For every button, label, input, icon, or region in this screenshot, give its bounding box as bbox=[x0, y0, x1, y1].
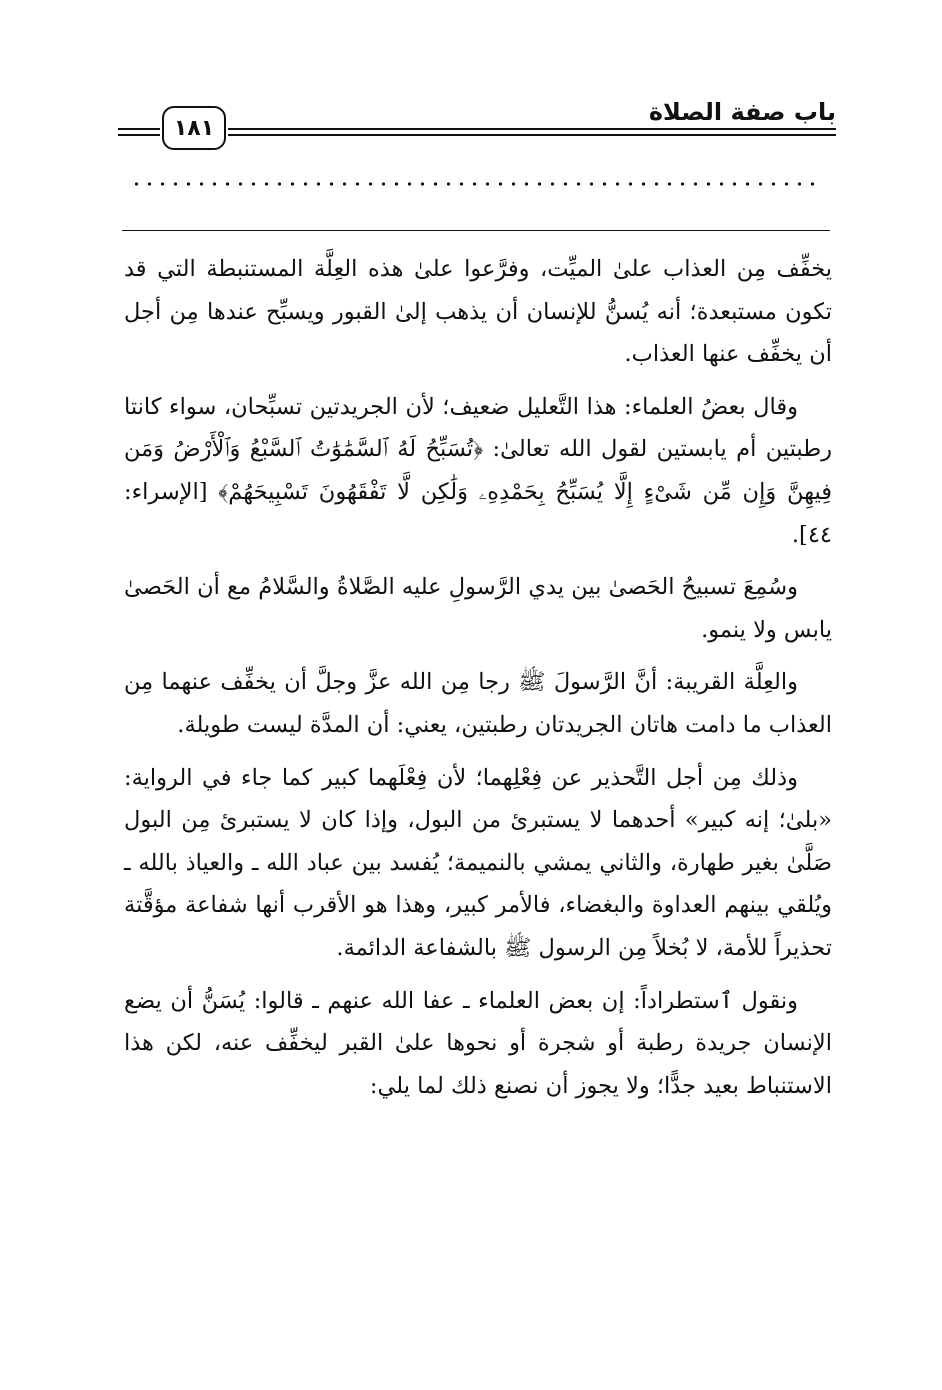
dotted-divider bbox=[130, 178, 820, 190]
body-text bbox=[124, 248, 832, 1117]
header-rule bbox=[118, 128, 160, 130]
running-title: باب صفة الصلاة bbox=[648, 98, 836, 126]
paragraph: وقال بعضُ العلماء: هذا التَّعليل ضعيف؛ لأن الجريدتين تسبِّحان، سواء كانتا رطبتين أم يابستين لقول الله تعالىٰ: ﴿تُسَبِّحُ لَهُ ٱلسَّمَٰوَٰتُ ٱلسَّبْعُ وَٱلْأَرْضُ وَمَن فِيهِنَّ وَإِن مِّن شَىْءٍ إِلَّا يُسَبِّحُ بِحَمْدِهِۦ وَلَٰكِن لَّا تَفْقَهُونَ تَسْبِيحَهُمْ﴾ [الإسراء: ٤٤]. bbox=[124, 393, 832, 548]
header-rule bbox=[118, 134, 160, 136]
header-rule bbox=[228, 134, 836, 136]
text-separator bbox=[122, 230, 830, 231]
page-header bbox=[118, 96, 836, 156]
paragraph: ونقول ٱستطراداً: إن بعض العلماء ـ عفا الله عنهم ـ قالوا: يُسَنُّ أن يضع الإنسان جريدة رطبة أو شجرة أو نحوها علىٰ القبر ليخفِّف عنه، لكن هذا الاستنباط بعيد جدًّا؛ ولا يجوز أن نصنع ذلك لما يلي: bbox=[124, 987, 832, 1099]
paragraph: والعِلَّة القريبة: أنَّ الرَّسولَ ﷺ رجا مِن الله عزَّ وجلَّ أن يخفِّف عنهما مِن العذاب ما دامت هاتان الجريدتان رطبتين، يعني: أن المدَّة ليست طويلة. bbox=[124, 669, 832, 738]
paragraph: يخفِّف مِن العذاب علىٰ الميِّت، وفرَّعوا علىٰ هذه العِلَّة المستنبطة التي قد تكون مستبعدة؛ أنه يُسنُّ للإنسان أن يذهب إلىٰ القبور ويسبِّح عندها مِن أجل أن يخفِّف عنها العذاب. bbox=[124, 256, 832, 368]
paragraph: وذلك مِن أجل التَّحذير عن فِعْلِهما؛ لأن فِعْلَهما كبير كما جاء في الرواية: «بلىٰ؛ إنه كبير» أحدهما لا يستبرئ من البول، وإذا كان لا يستبرئ مِن البول صَلَّىٰ بغير طهارة، والثاني يمشي بالنميمة؛ يُفسد بين عباد الله ـ والعياذ بالله ـ ويُلقي بينهم العداوة والبغضاء، فالأمر كبير، وهذا هو الأقرب أنها شفاعة مؤقَّتة تحذيراً للأمة، لا بُخلاً مِن الرسول ﷺ بالشفاعة الدائمة. bbox=[124, 764, 832, 961]
page-number: ١٨١ bbox=[162, 106, 226, 150]
paragraph: وسُمِعَ تسبيحُ الحَصىٰ بين يدي الرَّسولِ عليه الصَّلاةُ والسَّلامُ مع أن الحَصىٰ يابس ولا ينمو. bbox=[124, 574, 832, 643]
header-rule bbox=[228, 128, 836, 130]
